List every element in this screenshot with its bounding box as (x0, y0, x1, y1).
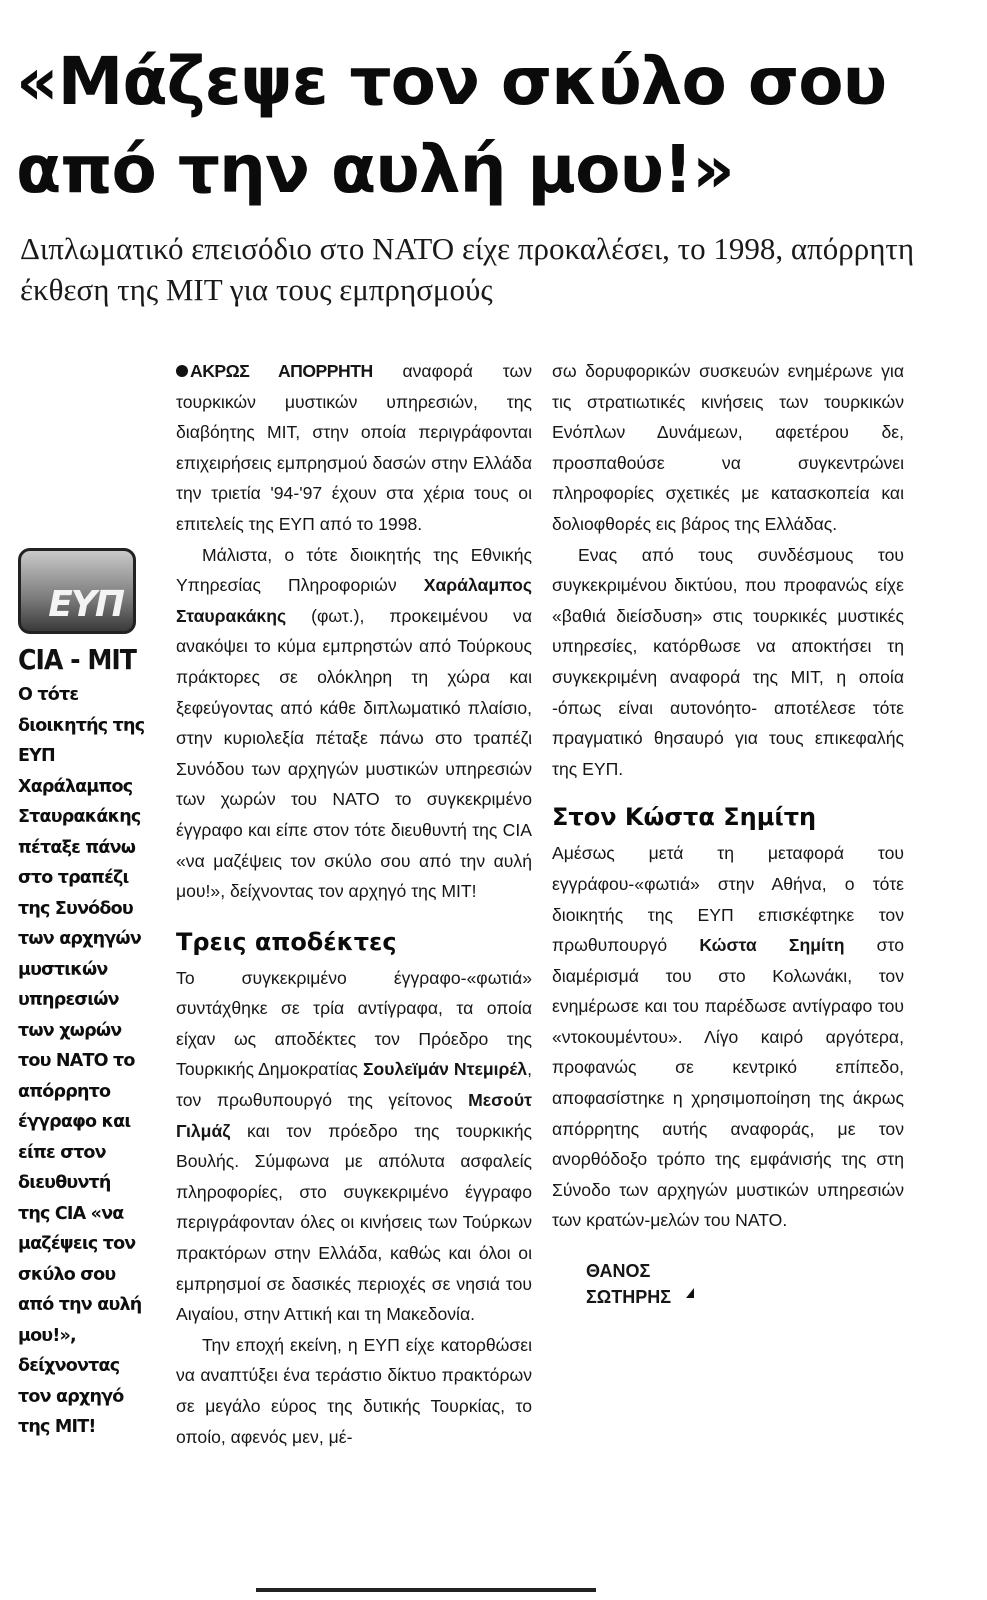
byline-line-1: ΘΑΝΟΣ (586, 1261, 651, 1282)
headline (16, 38, 976, 214)
p3-bold-yilmaz: Μεσούτ Γιλμάζ (176, 1090, 532, 1141)
sidebar-caption: Ο τότε διοικητής της ΕΥΠ Χαράλαμπος Σταυρακάκης πέταξε πάνω στο τραπέζι της Συνόδου των αρχηγών μυστικών υπηρεσιών των χωρών του ΝΑΤΟ το απόρρητο έγγραφο και είπε στον διευθυντή της CIA «να μαζέψεις τον σκύλο σου από την αυλή μου!», δείχνοντας τον αρχηγό της ΜΙΤ! (18, 685, 145, 1437)
col2-p3-text-a: Αμέσως μετά τη μεταφορά του εγγράφου-«φωτιά» στην Αθήνα, ο τότε διοικητής της ΕΥΠ επισκέφτηκε τον πρωθυπουργό (552, 843, 904, 956)
col2-p3-bold-simitis: Κώστα Σημίτη (699, 935, 845, 956)
eyp-logo-text: ΕΥΠ (48, 584, 123, 625)
p2-bold-name: Χαράλαμπος Σταυρακάκης (176, 575, 532, 626)
article-column-1 (176, 356, 532, 1452)
p3-bold-demirel: Σουλεϊμάν Ντεμιρέλ (362, 1059, 528, 1080)
byline (552, 1258, 904, 1310)
subheading-recipients: Τρεις αποδέκτες (176, 927, 397, 956)
paragraph-4: Την εποχή εκείνη, η ΕΥΠ είχε κατορθώσει να αναπτύξει ένα τεράστιο δίκτυο πρακτόρων σε μεγάλο εύρος της δυτικής Τουρκίας, το οποίο, αφενός μεν, μέ- (176, 1334, 532, 1447)
eyp-logo (18, 548, 136, 634)
lead-rest: αναφορά των τουρκικών μυστικών υπηρεσιών, της διαβόητης ΜΙΤ, στην οποία περιγράφονται επιχειρήσεις εμπρησμού δασών στην Ελλάδα την τριετία '94-'97 έχουν στα χέρια τους οι επιτελείς της ΕΥΠ από το 1998. (176, 361, 532, 534)
col2-paragraph-3 (552, 838, 904, 1236)
headline-line-2: από την αυλή μου!» (16, 131, 734, 208)
col2-paragraph-1: σω δορυφορικών συσκευών ενημέρωνε για τις στρατιωτικές κινήσεις των τουρκικών Ενόπλων Δυνάμεων, αφετέρου δε, προσπαθούσε να συγκεντρώνει πληροφορίες σχετικές με κατασκοπεία και δολιοφθορές εις βάρος της Ελλάδας. (552, 361, 904, 534)
lead-bold: ΑΚΡΩΣ ΑΠΟΡΡΗΤΗ (176, 361, 373, 381)
sidebar-title: CIA - MIT (18, 643, 136, 676)
lead-paragraph (176, 356, 532, 540)
headline-line-1: «Μάζεψε τον σκύλο σου (16, 43, 887, 120)
subheadline: Διπλωματικό επεισόδιο στο ΝΑΤΟ είχε προκαλέσει, το 1998, απόρρητη έκθεση της ΜΙΤ για τους εμπρησμούς (20, 231, 915, 307)
sidebar (18, 548, 146, 1443)
p3-text-a: Το συγκεκριμένο έγγραφο-«φωτιά» συντάχθηκε σε τρία αντίγραφα, τα οποία είχαν ως αποδέκτες τον Πρόεδρο της Τουρκικής Δημοκρατίας (176, 967, 532, 1080)
col2-p3-text-b: στο διαμέρισμά του στο Κολωνάκι, τον ενημέρωσε και του παρέδωσε αντίγραφο του «ντοκουμέντου». Λίγο καιρό αργότερα, προφανώς σε κεντρικό επίπεδο, αποφασίστηκε η χρησιμοποίηση της άκρως απόρρητης αυτής αναφοράς, με τον ανορθόδοξο τρόπο της εμφάνισής της στη Σύνοδο των αρχηγών μυστικών υπηρεσιών των κρατών-μελών του ΝΑΤΟ. (552, 935, 904, 1231)
p3-text-c: και τον πρόεδρο της τουρκικής Βουλής. Σύμφωνα με απόλυτα ασφαλείς πληροφορίες, στο συγκεκριμένο έγγραφο περιγράφονταν όλες οι κινήσεις των Τούρκων πρακτόρων στην Ελλάδα, καθώς και όλοι οι εμπρησμοί σε δασικές περιοχές σε νησιά του Αιγαίου, στην Αττική και τη Μακεδονία. (176, 1120, 532, 1325)
p2-text-b: (φωτ.), προκειμένου να ανακόψει το κύμα εμπρηστών από Τούρκους πράκτορες σε ολόκληρη τη χώρα και ξεφεύγοντας από κάθε διπλωματικό πλαίσιο, στην κυριολεξία πέταξε πάνω στο τραπέζι Συνόδου των αρχηγών μυστικών υπηρεσιών των χωρών του ΝΑΤΟ το συγκεκριμένο έγγραφο και είπε στον τότε διευθυντή της CIA «να μαζέψεις τον σκύλο σου από την αυλή μου!», δείχνοντας τον αρχηγό της ΜΙΤ! (176, 605, 532, 902)
p3-text-b: , τον πρωθυπουργό της γείτονος (176, 1059, 532, 1111)
paragraph-2 (176, 540, 532, 907)
byline-line-2: ΣΩΤΗΡΗΣ (586, 1287, 672, 1308)
col2-paragraph-2: Ενας από τους συνδέσμους του συγκεκριμένου δικτύου, που προφανώς είχε «βαθιά διείσδυση» στις τουρκικές μυστικές υπηρεσίες, κατόρθωσε να αποκτήσει τη συγκεκριμένη αναφορά της ΜΙΤ, η οποία -όπως είναι αυτονόητο- αποτέλεσε τότε πραγματικό θησαυρό για τους επικεφαλής της ΕΥΠ. (552, 544, 904, 779)
article-column-2 (552, 356, 904, 1310)
paragraph-3 (176, 963, 532, 1330)
p2-text-a: Μάλιστα, ο τότε διοικητής της Εθνικής Υπηρεσίας Πληροφοριών (176, 544, 532, 596)
bottom-rule (256, 1588, 596, 1592)
subheading-simitis: Στον Κώστα Σημίτη (552, 803, 817, 832)
end-mark-icon (686, 1288, 694, 1298)
